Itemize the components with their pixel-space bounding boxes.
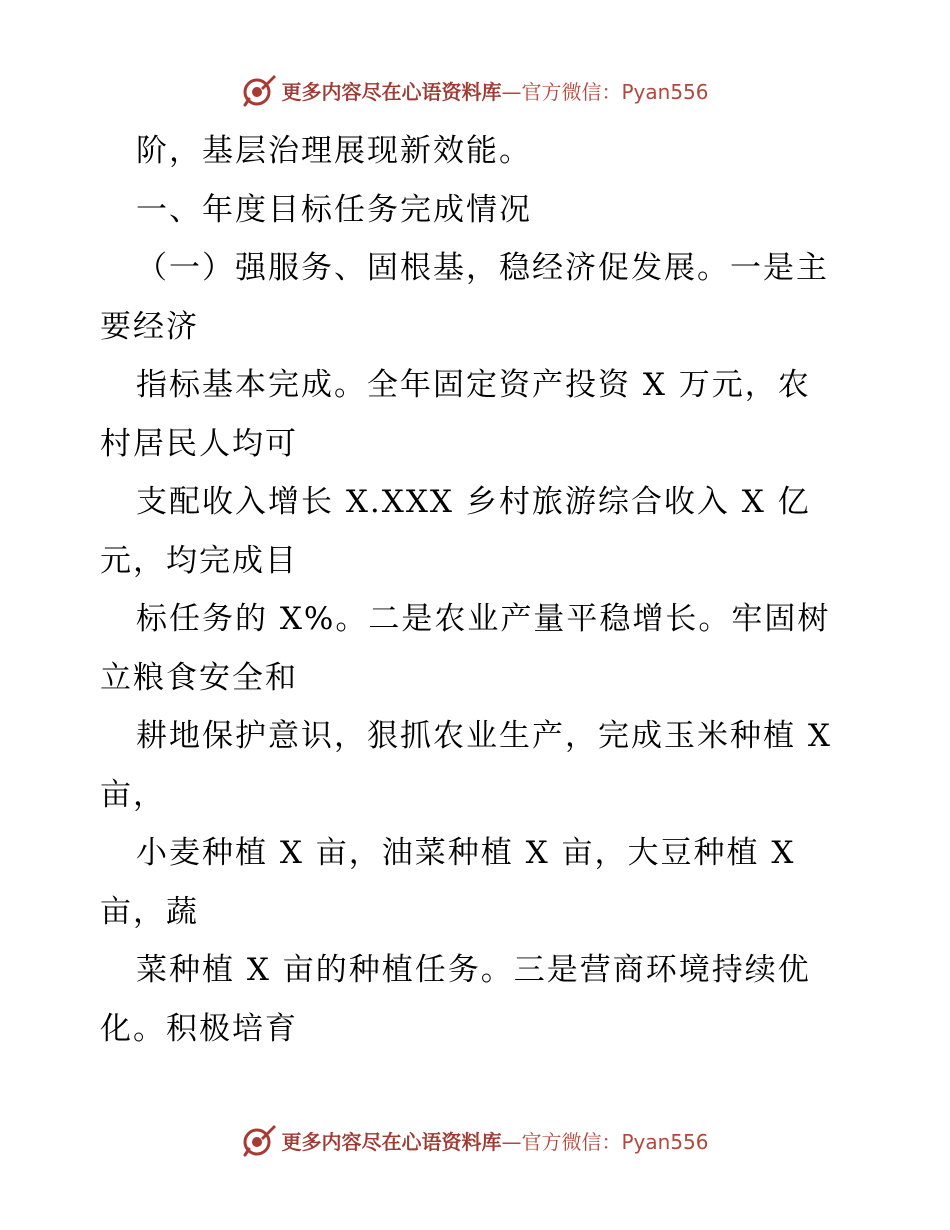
text-line: 亩，蔬: [100, 893, 199, 930]
text-line: 小麦种植 X 亩，油菜种植 X 亩，大豆种植 X: [136, 835, 796, 871]
text-line: 化。积极培育: [100, 1010, 298, 1047]
pen-logo-icon: [241, 1122, 277, 1158]
text-line: （一）强服务、固根基，稳经济促发展。一是主: [136, 250, 829, 286]
watermark-text: 更多内容尽在心语资料库—官方微信：Pyan556: [281, 79, 709, 104]
text-line: 耕地保护意识，狠抓农业生产，完成玉米种植 X: [136, 718, 832, 754]
text-line: 要经济: [100, 308, 199, 345]
text-line: 指标基本完成。全年固定资产投资 X 万元，农: [136, 367, 811, 403]
watermark-text: 更多内容尽在心语资料库—官方微信：Pyan556: [281, 1129, 709, 1154]
text-line: 菜种植 X 亩的种植任务。三是营商环境持续优: [136, 952, 811, 988]
text-line: 阶，基层治理展现新效能。: [136, 133, 532, 169]
header-watermark: [0, 70, 950, 110]
pen-logo-icon: [241, 72, 277, 108]
document-body: [100, 122, 860, 1058]
text-line: 亩，: [100, 776, 166, 813]
text-line: 标任务的 X%。二是农业产量平稳增长。牢固树: [136, 601, 831, 637]
text-line: 元，均完成目: [100, 542, 298, 579]
text-line: 村居民人均可: [100, 425, 298, 462]
footer-watermark: [0, 1120, 950, 1160]
section-heading: 一、年度目标任务完成情况: [136, 191, 532, 228]
text-line: 立粮食安全和: [100, 659, 298, 696]
text-line: 支配收入增长 X.XXX 乡村旅游综合收入 X 亿: [136, 484, 811, 520]
